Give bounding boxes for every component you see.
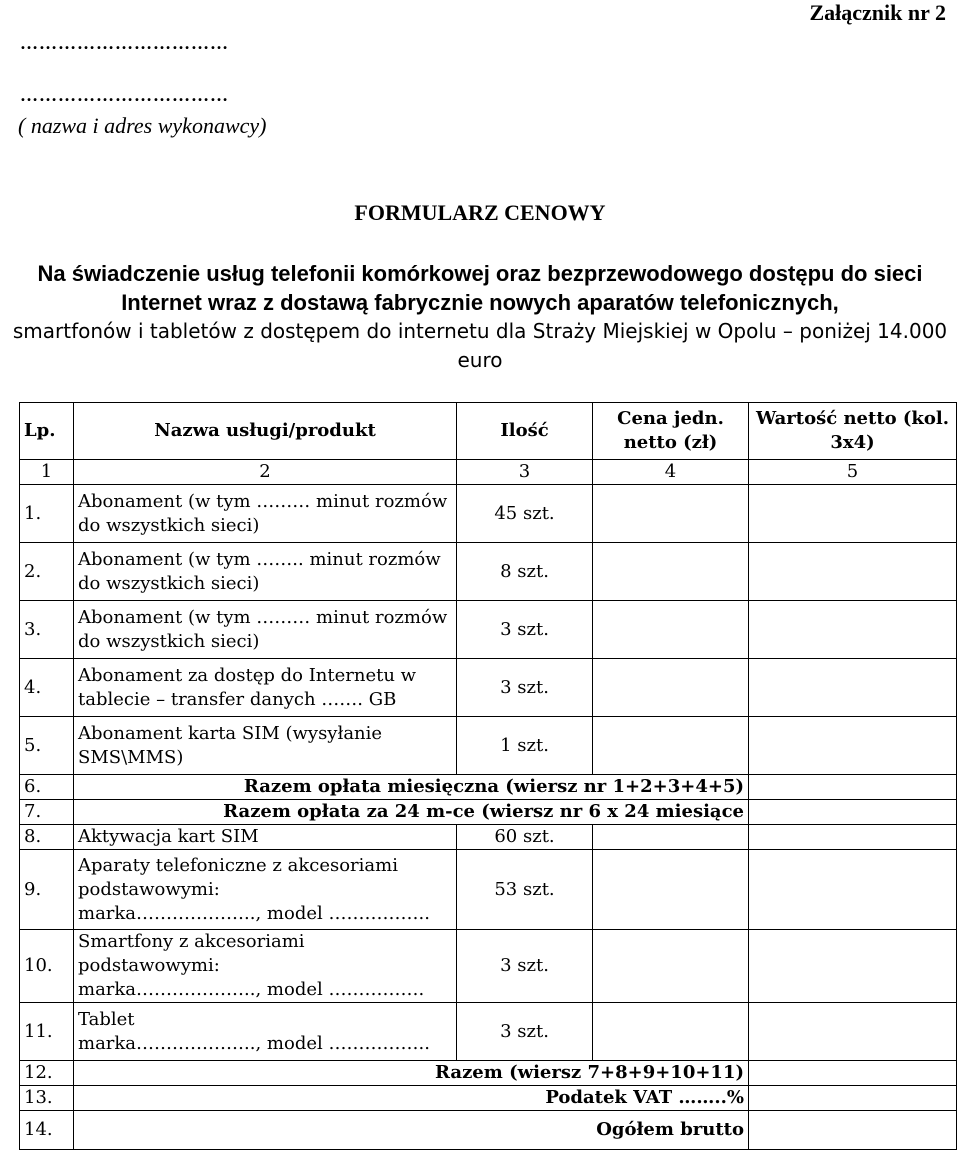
table-row	[20, 717, 957, 775]
row-qty: 8 szt.	[457, 543, 593, 601]
annex-label: Załącznik nr 2	[809, 0, 946, 25]
header-qty: Ilość	[457, 403, 593, 460]
subtitle-line-2: smartfonów i tabletów z dostępem do internetu dla Straży Miejskiej w Opolu – poniżej 14.000 euro	[12, 319, 948, 372]
header-row	[20, 403, 957, 460]
row-value-cell[interactable]	[749, 1111, 957, 1150]
row-summary-label: Podatek VAT ……..%	[74, 1086, 749, 1111]
row-name: Aktywacja kart SIM	[74, 825, 457, 850]
row-price-cell[interactable]	[593, 1003, 749, 1061]
contractor-label: ( nazwa i adres wykonawcy)	[18, 113, 267, 138]
row-value-cell[interactable]	[749, 825, 957, 850]
row-value-cell[interactable]	[749, 1086, 957, 1111]
row-summary-label: Razem opłata za 24 m-ce (wiersz nr 6 x 24 miesiące	[74, 800, 749, 825]
table-row	[20, 1003, 957, 1061]
header-value: Wartość netto (kol. 3x4)	[749, 403, 957, 460]
row-value-cell[interactable]	[749, 800, 957, 825]
row-name-line: Tablet	[78, 1008, 135, 1030]
row-name: Abonament (w tym ……… minut rozmów do wszystkich sieci)	[74, 601, 457, 659]
row-value-cell[interactable]	[749, 659, 957, 717]
row-name: Abonament (w tym …….. minut rozmów do wszystkich sieci)	[74, 543, 457, 601]
row-name	[74, 850, 457, 930]
row-price-cell[interactable]	[593, 543, 749, 601]
row-name-line: podstawowymi:	[78, 878, 220, 900]
row-value-cell[interactable]	[749, 930, 957, 1003]
row-name	[74, 930, 457, 1003]
row-qty: 1 szt.	[457, 717, 593, 775]
row-lp: 8.	[20, 825, 74, 850]
column-number-row	[20, 460, 957, 485]
row-price-cell[interactable]	[593, 485, 749, 543]
row-lp: 4.	[20, 659, 74, 717]
row-lp: 3.	[20, 601, 74, 659]
row-name-line: Aparaty telefoniczne z akcesoriami	[78, 854, 398, 876]
row-summary-label: Razem (wiersz 7+8+9+10+11)	[74, 1061, 749, 1086]
dots-line-1: ……………………………	[20, 33, 229, 53]
table-row	[20, 775, 957, 800]
row-value-cell[interactable]	[749, 1061, 957, 1086]
row-qty: 53 szt.	[457, 850, 593, 930]
subtitle-line-1: Na świadczenie usług telefonii komórkowej oraz bezprzewodowego dostępu do sieci Internet wraz z dostawą fabrycznie nowych aparatów telefonicznych,	[37, 261, 923, 315]
row-summary-label: Razem opłata miesięczna (wiersz nr 1+2+3+4+5)	[74, 775, 749, 800]
row-qty: 45 szt.	[457, 485, 593, 543]
table-row	[20, 485, 957, 543]
row-qty: 3 szt.	[457, 930, 593, 1003]
row-lp: 9.	[20, 850, 74, 930]
column-number: 3	[457, 460, 593, 485]
column-number: 5	[749, 460, 957, 485]
form-title: FORMULARZ CENOWY	[354, 200, 606, 225]
row-value-cell[interactable]	[749, 775, 957, 800]
row-name-line: marka……………….., model …………….	[78, 979, 425, 1000]
row-qty: 3 szt.	[457, 1003, 593, 1061]
row-price-cell[interactable]	[593, 659, 749, 717]
row-name-line: Smartfony z akcesoriami podstawowymi:	[78, 931, 305, 976]
header-name: Nazwa usługi/produkt	[74, 403, 457, 460]
header-price: Cena jedn. netto (zł)	[593, 403, 749, 460]
table-row	[20, 543, 957, 601]
row-price-cell[interactable]	[593, 930, 749, 1003]
row-value-cell[interactable]	[749, 850, 957, 930]
row-price-cell[interactable]	[593, 717, 749, 775]
row-value-cell[interactable]	[749, 601, 957, 659]
row-lp: 10.	[20, 930, 74, 1003]
table-row	[20, 659, 957, 717]
row-price-cell[interactable]	[593, 850, 749, 930]
row-price-cell[interactable]	[593, 601, 749, 659]
header-lp: Lp.	[20, 403, 74, 460]
dots-line-2: ……………………………	[20, 85, 229, 105]
table-row	[20, 1061, 957, 1086]
table-row	[20, 601, 957, 659]
row-lp: 13.	[20, 1086, 74, 1111]
row-qty: 3 szt.	[457, 659, 593, 717]
row-name-line: marka……………….., model ……………..	[78, 1032, 430, 1054]
row-lp: 6.	[20, 775, 74, 800]
row-name	[74, 1003, 457, 1061]
table-row	[20, 930, 957, 1003]
price-table	[19, 402, 957, 1150]
column-number: 2	[74, 460, 457, 485]
row-price-cell[interactable]	[593, 825, 749, 850]
table-row	[20, 800, 957, 825]
row-value-cell[interactable]	[749, 485, 957, 543]
row-name: Abonament (w tym ……… minut rozmów do wszystkich sieci)	[74, 485, 457, 543]
row-lp: 1.	[20, 485, 74, 543]
table-row	[20, 1086, 957, 1111]
row-value-cell[interactable]	[749, 1003, 957, 1061]
table-row	[20, 850, 957, 930]
row-lp: 14.	[20, 1111, 74, 1150]
row-value-cell[interactable]	[749, 717, 957, 775]
column-number: 4	[593, 460, 749, 485]
row-value-cell[interactable]	[749, 543, 957, 601]
row-lp: 12.	[20, 1061, 74, 1086]
table-row	[20, 825, 957, 850]
row-qty: 60 szt.	[457, 825, 593, 850]
row-name-line: marka……………….., model ……………..	[78, 902, 430, 924]
row-name: Abonament karta SIM (wysyłanie SMS\MMS)	[74, 717, 457, 775]
row-summary-label: Ogółem brutto	[74, 1111, 749, 1150]
row-lp: 2.	[20, 543, 74, 601]
row-qty: 3 szt.	[457, 601, 593, 659]
row-lp: 5.	[20, 717, 74, 775]
row-lp: 11.	[20, 1003, 74, 1061]
row-name: Abonament za dostęp do Internetu w tablecie – transfer danych ……. GB	[74, 659, 457, 717]
row-lp: 7.	[20, 800, 74, 825]
column-number: 1	[20, 460, 74, 485]
table-row	[20, 1111, 957, 1150]
